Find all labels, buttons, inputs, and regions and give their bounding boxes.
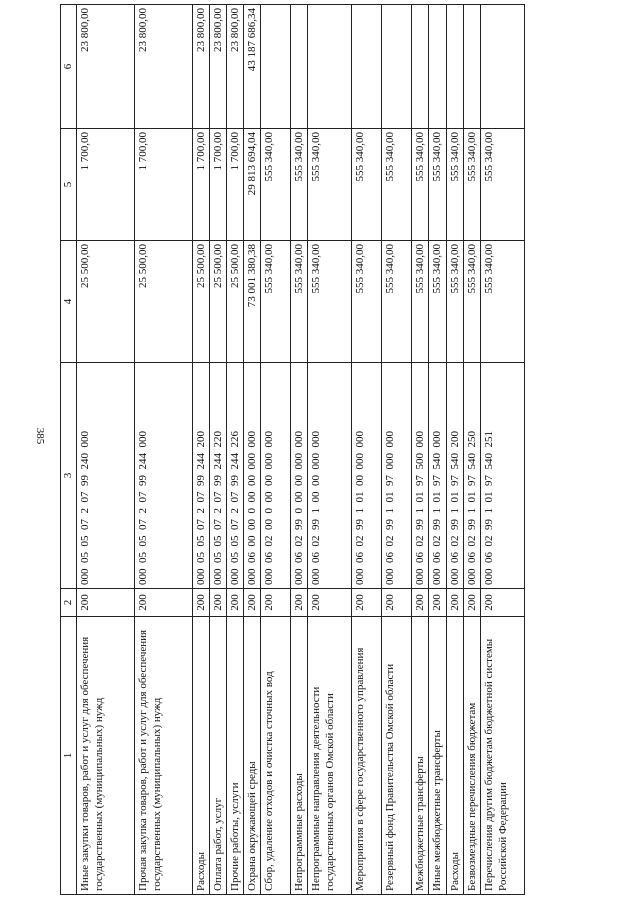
row-value-col6-cell	[412, 5, 429, 129]
row-value-col5-cell: 555 340,00	[382, 129, 412, 241]
row-value-col4-cell: 25 500,00	[193, 241, 210, 363]
row-value-col4-cell: 555 340,00	[480, 241, 524, 363]
row-value-col5-cell: 555 340,00	[261, 129, 291, 241]
table-row	[412, 5, 429, 895]
table-row	[193, 5, 210, 895]
row-classification-code-cell: 000 05 05 07 2 07 99 244 000	[135, 363, 193, 589]
row-classification-code-cell: 000 05 05 07 2 07 99 240 000	[77, 363, 135, 589]
row-value-col5-cell: 555 340,00	[429, 129, 446, 241]
table-row	[308, 5, 352, 895]
row-value-col5-cell: 29 813 694,04	[244, 129, 261, 241]
row-value-col6-cell: 23 800,00	[227, 5, 244, 129]
table-row	[261, 5, 291, 895]
row-name-cell: Безвозмездные перечисления бюджетам	[463, 617, 480, 895]
row-value-col6-cell: 23 800,00	[77, 5, 135, 129]
row-admin-code-cell: 200	[382, 589, 412, 617]
column-header-5: 5	[61, 129, 77, 241]
row-value-col6-cell	[463, 5, 480, 129]
row-admin-code-cell: 200	[291, 589, 308, 617]
row-value-col4-cell: 555 340,00	[382, 241, 412, 363]
column-header-6: 6	[61, 5, 77, 129]
row-value-col4-cell: 555 340,00	[261, 241, 291, 363]
table-row	[244, 5, 261, 895]
row-value-col6-cell	[382, 5, 412, 129]
row-name-cell: Расходы	[193, 617, 210, 895]
row-value-col6-cell	[429, 5, 446, 129]
row-classification-code-cell: 000 06 02 99 1 01 97 540 000	[429, 363, 446, 589]
table-row	[429, 5, 446, 895]
table-row	[446, 5, 463, 895]
row-classification-code-cell: 000 05 05 07 2 07 99 244 226	[227, 363, 244, 589]
row-classification-code-cell: 000 06 02 00 0 00 00 000 000	[261, 363, 291, 589]
row-name-cell: Оплата работ, услуг	[210, 617, 227, 895]
row-admin-code-cell: 200	[244, 589, 261, 617]
row-value-col4-cell: 555 340,00	[352, 241, 382, 363]
row-classification-code-cell: 000 06 02 99 1 01 97 000 000	[382, 363, 412, 589]
row-classification-code-cell: 000 05 05 07 2 07 99 244 220	[210, 363, 227, 589]
row-value-col5-cell: 1 700,00	[135, 129, 193, 241]
table-row	[77, 5, 135, 895]
row-value-col6-cell	[261, 5, 291, 129]
table-row	[135, 5, 193, 895]
row-value-col5-cell: 1 700,00	[77, 129, 135, 241]
row-admin-code-cell: 200	[480, 589, 524, 617]
row-admin-code-cell: 200	[352, 589, 382, 617]
row-name-cell: Мероприятия в сфере государственного управления	[352, 617, 382, 895]
row-value-col5-cell: 1 700,00	[227, 129, 244, 241]
row-admin-code-cell: 200	[429, 589, 446, 617]
budget-table-rotated	[60, 5, 633, 895]
table-row	[210, 5, 227, 895]
row-value-col4-cell: 25 500,00	[77, 241, 135, 363]
row-admin-code-cell: 200	[77, 589, 135, 617]
row-admin-code-cell: 200	[308, 589, 352, 617]
row-classification-code-cell: 000 06 02 99 1 00 00 000 000	[308, 363, 352, 589]
row-name-cell: Перечисления другим бюджетам бюджетной системы Российской Федерации	[480, 617, 524, 895]
row-value-col4-cell: 73 001 380,38	[244, 241, 261, 363]
table-row	[382, 5, 412, 895]
row-value-col5-cell: 555 340,00	[308, 129, 352, 241]
row-admin-code-cell: 200	[135, 589, 193, 617]
budget-table	[60, 4, 525, 895]
column-header-4: 4	[61, 241, 77, 363]
row-admin-code-cell: 200	[446, 589, 463, 617]
row-name-cell: Непрограммные расходы	[291, 617, 308, 895]
row-value-col5-cell: 1 700,00	[210, 129, 227, 241]
table-body	[77, 5, 525, 895]
row-name-cell: Иные закупки товаров, работ и услуг для обеспечения государственных (муниципальных) нужд	[77, 617, 135, 895]
row-value-col6-cell	[352, 5, 382, 129]
row-name-cell: Сбор, удаление отходов и очистка сточных вод	[261, 617, 291, 895]
row-value-col4-cell: 555 340,00	[446, 241, 463, 363]
row-classification-code-cell: 000 06 02 99 1 01 00 000 000	[352, 363, 382, 589]
row-name-cell: Непрограммные направления деятельности государственных органов Омской области	[308, 617, 352, 895]
row-value-col4-cell: 25 500,00	[135, 241, 193, 363]
row-value-col4-cell: 555 340,00	[463, 241, 480, 363]
row-value-col6-cell: 23 800,00	[210, 5, 227, 129]
row-classification-code-cell: 000 06 02 99 1 01 97 540 251	[480, 363, 524, 589]
row-classification-code-cell: 000 06 02 99 1 01 97 540 250	[463, 363, 480, 589]
column-header-1: 1	[61, 617, 77, 895]
row-name-cell: Прочие работы, услуги	[227, 617, 244, 895]
row-classification-code-cell: 000 06 02 99 1 01 97 540 200	[446, 363, 463, 589]
row-classification-code-cell: 000 06 02 99 1 01 97 500 000	[412, 363, 429, 589]
header-row	[61, 5, 77, 895]
row-classification-code-cell: 000 06 00 00 0 00 00 000 000	[244, 363, 261, 589]
row-name-cell: Прочая закупка товаров, работ и услуг для обеспечения государственных (муниципальных) нужд	[135, 617, 193, 895]
row-admin-code-cell: 200	[261, 589, 291, 617]
row-value-col6-cell: 23 800,00	[135, 5, 193, 129]
row-value-col5-cell: 555 340,00	[446, 129, 463, 241]
row-admin-code-cell: 200	[193, 589, 210, 617]
row-value-col5-cell: 555 340,00	[412, 129, 429, 241]
row-name-cell: Охрана окружающей среды	[244, 617, 261, 895]
table-row	[291, 5, 308, 895]
row-classification-code-cell: 000 06 02 99 0 00 00 000 000	[291, 363, 308, 589]
row-value-col4-cell: 555 340,00	[308, 241, 352, 363]
table-row	[480, 5, 524, 895]
row-value-col4-cell: 555 340,00	[291, 241, 308, 363]
table-row	[227, 5, 244, 895]
row-admin-code-cell: 200	[463, 589, 480, 617]
row-value-col6-cell: 43 187 686,34	[244, 5, 261, 129]
row-value-col6-cell	[446, 5, 463, 129]
row-value-col5-cell: 555 340,00	[463, 129, 480, 241]
row-name-cell: Расходы	[446, 617, 463, 895]
row-value-col4-cell: 555 340,00	[429, 241, 446, 363]
row-admin-code-cell: 200	[412, 589, 429, 617]
row-value-col4-cell: 555 340,00	[412, 241, 429, 363]
row-name-cell: Иные межбюджетные трансферты	[429, 617, 446, 895]
row-name-cell: Межбюджетные трансферты	[412, 617, 429, 895]
row-value-col5-cell: 555 340,00	[291, 129, 308, 241]
row-name-cell: Резервный фонд Правительства Омской области	[382, 617, 412, 895]
row-value-col4-cell: 25 500,00	[227, 241, 244, 363]
table-row	[352, 5, 382, 895]
row-classification-code-cell: 000 05 05 07 2 07 99 244 200	[193, 363, 210, 589]
row-admin-code-cell: 200	[210, 589, 227, 617]
column-header-3: 3	[61, 363, 77, 589]
row-value-col5-cell: 555 340,00	[480, 129, 524, 241]
row-admin-code-cell: 200	[227, 589, 244, 617]
row-value-col6-cell	[308, 5, 352, 129]
row-value-col4-cell: 25 500,00	[210, 241, 227, 363]
row-value-col6-cell	[480, 5, 524, 129]
page-number: 385	[34, 427, 46, 445]
row-value-col6-cell: 23 800,00	[193, 5, 210, 129]
row-value-col5-cell: 555 340,00	[352, 129, 382, 241]
row-value-col5-cell: 1 700,00	[193, 129, 210, 241]
table-row	[463, 5, 480, 895]
column-header-2: 2	[61, 589, 77, 617]
row-value-col6-cell	[291, 5, 308, 129]
